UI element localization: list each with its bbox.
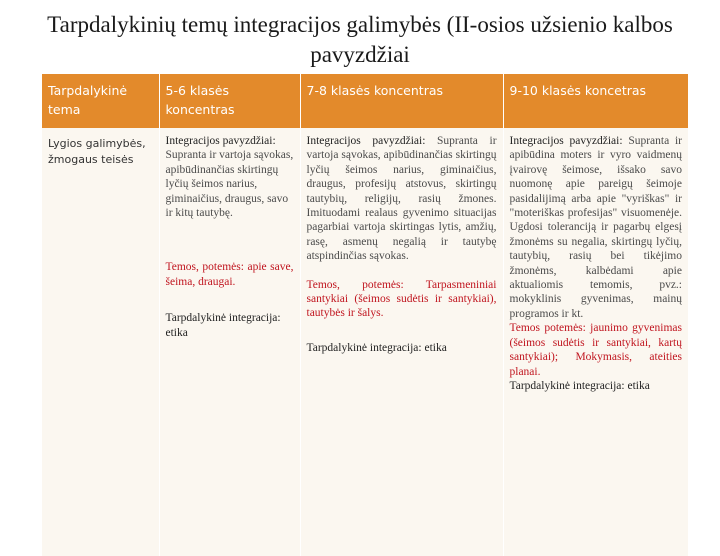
example-text: Supranta ir vartoja sąvokas, apibūdinančias skirtingų lyčių šeimos narius, giminaičius, draugus, profesijų atstovus, skirtingų tautybių, religijų, rasių žmones. Imituodami realaus gyvenimo situacijas pagarbiai vartoja skirtingas lytis, amžių, rasę, asmenų negalią ir tautybę atspindinčias sąvokas. xyxy=(306,135,497,263)
example-label: Integracijos pavyzdžiai xyxy=(165,135,273,147)
topics-text: Temos, potemės: Tarpasmeniniai santykiai (šeimos sudėtis ir santykiai), tautybės ir šalys. xyxy=(306,278,497,320)
slide-title: Tarpdalykinių temų integracijos galimybės (II-osios užsienio kalbos pavyzdžiai xyxy=(47,12,673,67)
integration-text: Tarpdalykinė integracija: etika xyxy=(306,341,447,354)
topic-cell: Lygios galimybės, žmogaus teisės xyxy=(42,128,159,556)
table-row xyxy=(42,128,688,556)
cell-grade-9-10: Integracijos pavyzdžiai: Supranta ir apibūdina moters ir vyro vaidmenų įvairovę šeimose, išsako savo nuomonę apie pareigų šeimoje pasidalijimą arba apie "vyriškas" ir "moteriškas profesijas" visuomenėje. Ugdosi toleranciją ir pagarbų elgesį žmonėms su negalia, skirtingų lyčių, tautybių, rasių bei tikėjimo žmonėms, kalbėdami apie aktualiomis temomis, pvz.: mokyklinis gyvenimas, mainų programos ir kt. Temos potemės: jaunimo gyvenimas (šeimos sudėtis ir santykiai, kartų santykiai); Mokymasis, ateities planai. Tarpdalykinė integracija: etika xyxy=(503,128,688,556)
integration-table xyxy=(42,74,688,556)
header-grade-7-8: 7-8 klasės koncentras xyxy=(300,74,503,128)
integration-text: Tarpdalykinė integracija: etika xyxy=(509,379,650,392)
topics-text: Temos potemės: jaunimo gyvenimas (šeimos sudėtis ir santykiai, kartų santykiai); Mokymasis, ateities planai. xyxy=(509,322,682,378)
cell-grade-5-6: Integracijos pavyzdžiai: Supranta ir vartoja sąvokas, apibūdinančias skirtingų lyčių šeimos narius, giminaičius, draugus, savo ir kitų tautybę. Temos, potemės: apie save, šeima, draugai. Tarpdalykinė integracija: etika xyxy=(159,128,300,556)
example-text: Supranta ir vartoja sąvokas, apibūdinančias skirtingų lyčių šeimos narius, giminaičius, draugus, savo ir kitų tautybę. xyxy=(165,149,294,220)
topics-text: Temos, potemės: apie save, šeima, draugai. xyxy=(165,261,294,288)
example-label: Integracijos pavyzdžiai xyxy=(306,135,423,147)
header-grade-9-10: 9-10 klasės koncetras xyxy=(503,74,688,128)
integration-text: Tarpdalykinė integracija: etika xyxy=(165,312,281,339)
table-header-row xyxy=(42,74,688,128)
example-label: Integracijos pavyzdžiai xyxy=(509,135,620,147)
cell-grade-7-8: Integracijos pavyzdžiai: Supranta ir vartoja sąvokas, apibūdinančias skirtingų lyčių šeimos narius, giminaičius, draugus, profesijų atstovus, skirtingų tautybių, religijų, rasių žmones. Imituodami realaus gyvenimo situacijas pagarbiai vartoja skirtingas lytis, amžių, rasę, asmenų negalią ir tautybę atspindinčias sąvokas. Temos, potemės: Tarpasmeniniai santykiai (šeimos sudėtis ir santykiai), tautybės ir šalys. Tarpdalykinė integracija: etika xyxy=(300,128,503,556)
header-grade-5-6: 5-6 klasės koncentras xyxy=(159,74,300,128)
header-topic: Tarpdalykinė tema xyxy=(42,74,159,128)
example-text: Supranta ir apibūdina moters ir vyro vaidmenų įvairovę šeimose, išsako savo nuomonę apie pareigų šeimoje pasidalijimą arba apie "vyriškas" ir "moteriškas profesijas" visuomenėje. Ugdosi toleranciją ir pagarbų elgesį žmonėms su negalia, skirtingų lyčių, tautybių, rasių bei tikėjimo žmonėms, kalbėdami apie aktualiomis temomis, pvz.: mokyklinis gyvenimas, mainų programos ir kt. xyxy=(509,135,682,320)
